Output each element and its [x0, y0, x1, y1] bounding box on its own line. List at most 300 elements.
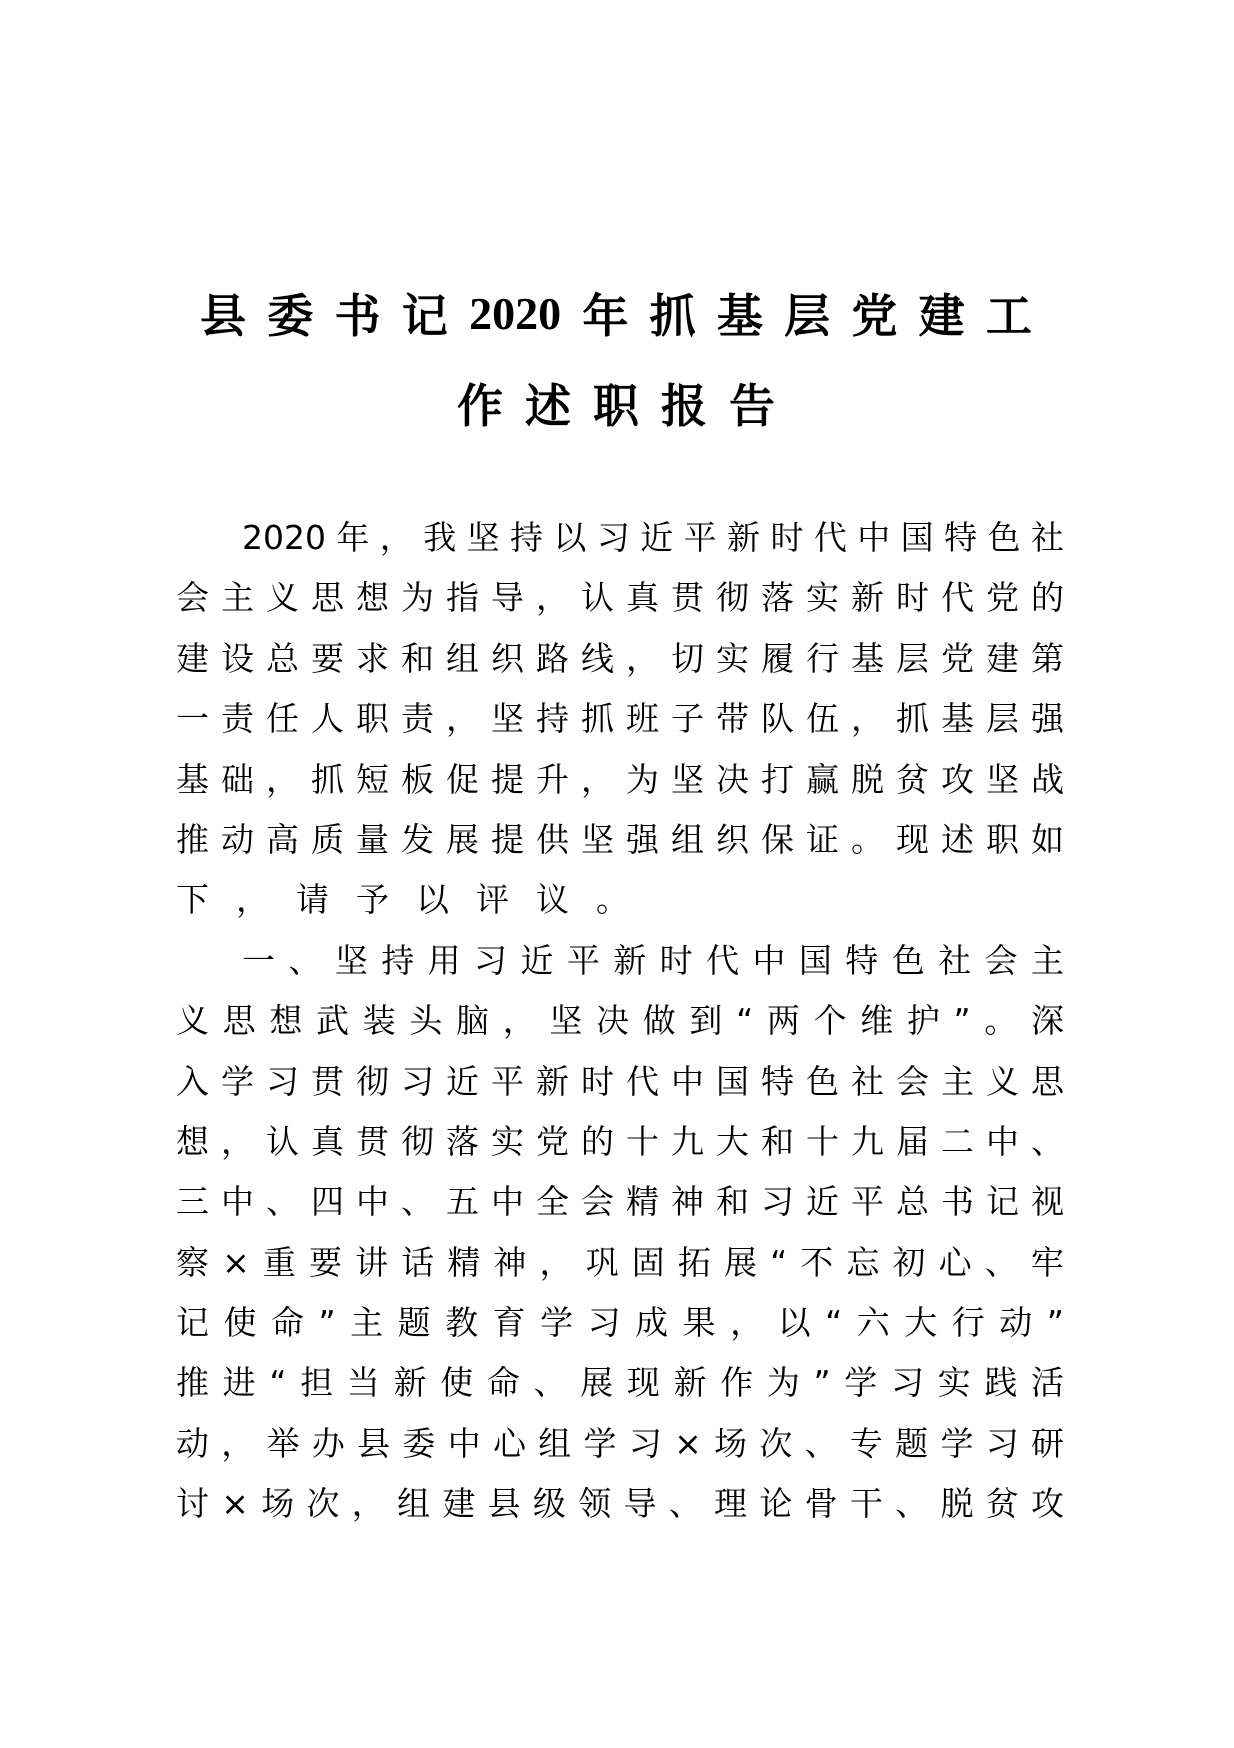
glyph: ，	[502, 1001, 536, 1041]
glyph: 坚	[581, 819, 614, 859]
glyph: 党	[536, 1121, 569, 1161]
glyph: 代	[626, 1061, 659, 1101]
glyph: 现	[896, 819, 929, 859]
glyph: 理	[714, 1484, 748, 1524]
glyph: 提	[491, 819, 524, 859]
glyph: ，	[351, 1484, 385, 1524]
glyph: 动	[176, 1423, 209, 1463]
glyph: 场	[261, 1484, 295, 1524]
glyph: 维	[860, 1001, 894, 1041]
glyph: 织	[716, 819, 749, 859]
glyph: 责	[401, 699, 434, 739]
glyph: 职	[986, 819, 1019, 859]
glyph: 如	[1031, 819, 1064, 859]
glyph: 量	[356, 819, 389, 859]
section-heading-line	[242, 931, 1064, 991]
glyph: 成	[635, 1303, 669, 1343]
glyph: 议	[536, 880, 569, 920]
glyph: 抓	[649, 291, 696, 342]
glyph: 举	[266, 1423, 300, 1463]
glyph: 指	[446, 578, 479, 618]
glyph: 工	[985, 291, 1032, 342]
glyph: 评	[476, 880, 509, 920]
glyph: 坚	[466, 518, 500, 557]
glyph: 习	[761, 1182, 794, 1222]
glyph: 中	[752, 940, 786, 980]
glyph: 攻	[941, 759, 974, 799]
glyph: 彻	[356, 1061, 389, 1101]
glyph: 。	[851, 819, 884, 859]
glyph: 行	[806, 638, 839, 678]
glyph: 中	[221, 1182, 254, 1222]
glyph: 学	[583, 1423, 617, 1463]
glyph: 织	[491, 638, 524, 678]
glyph: 巩	[585, 1242, 619, 1282]
glyph: 职	[356, 699, 389, 739]
glyph: 为	[766, 1363, 800, 1403]
glyph: 质	[311, 819, 344, 859]
glyph: 专	[849, 1423, 883, 1463]
glyph: 骨	[804, 1484, 838, 1524]
glyph: 求	[356, 638, 389, 678]
glyph: 升	[536, 759, 569, 799]
glyph: 思	[311, 578, 344, 618]
glyph: 以	[777, 1303, 811, 1343]
glyph: ×	[222, 1242, 250, 1282]
glyph: 近	[446, 1061, 479, 1101]
glyph: 社	[938, 940, 972, 980]
glyph: 展	[580, 1363, 614, 1403]
glyph: 使	[223, 1303, 257, 1343]
glyph: 中	[447, 1423, 481, 1463]
glyph: 坚	[671, 759, 704, 799]
glyph: 带	[716, 699, 749, 739]
glyph: 真	[311, 1121, 344, 1161]
glyph: 神	[671, 1182, 704, 1222]
glyph: 届	[896, 1121, 929, 1161]
glyph: 代	[941, 578, 974, 618]
glyph: 贫	[896, 759, 929, 799]
glyph: 委	[402, 1423, 436, 1463]
glyph: 现	[626, 1363, 660, 1403]
glyph: 层	[784, 291, 831, 342]
glyph: 的	[581, 1121, 614, 1161]
glyph: 讨	[176, 1484, 209, 1524]
glyph: 用	[427, 940, 461, 980]
glyph: 年	[336, 518, 370, 557]
glyph: 次	[306, 1484, 340, 1524]
glyph: 学	[221, 1061, 254, 1101]
glyph: 展	[723, 1242, 757, 1282]
glyph: 到	[689, 1001, 723, 1041]
glyph: 代	[706, 940, 740, 980]
glyph: 坚	[491, 699, 524, 739]
glyph: 发	[401, 819, 434, 859]
paragraph-line	[176, 1293, 1064, 1353]
glyph: 板	[401, 759, 434, 799]
glyph: 领	[578, 1484, 612, 1524]
glyph: 、	[533, 1363, 567, 1403]
glyph: 时	[581, 1061, 614, 1101]
glyph: 平	[566, 940, 600, 980]
glyph: 国	[798, 940, 832, 980]
glyph: ”	[953, 1001, 971, 1041]
paragraph-line	[176, 1233, 1064, 1293]
glyph: 会	[896, 1061, 929, 1101]
glyph: 时	[659, 940, 693, 980]
glyph: 固	[631, 1242, 665, 1282]
glyph: 话	[401, 1242, 435, 1282]
glyph: 办	[311, 1423, 345, 1463]
glyph: 基	[176, 759, 209, 799]
glyph: 设	[221, 638, 254, 678]
glyph: “	[825, 1303, 843, 1343]
glyph: 中	[857, 518, 891, 557]
glyph: 习	[890, 1363, 924, 1403]
glyph: 全	[536, 1182, 569, 1222]
glyph: ×	[221, 1484, 249, 1524]
glyph: 深	[1030, 1001, 1064, 1041]
glyph: 拓	[677, 1242, 711, 1282]
glyph: 一	[176, 699, 209, 739]
glyph: 新	[613, 940, 647, 980]
glyph: 、	[895, 1484, 929, 1524]
paragraph-line	[176, 1414, 1064, 1474]
glyph: 心	[938, 1242, 972, 1282]
glyph: 二	[941, 1121, 974, 1161]
glyph: 色	[806, 1061, 839, 1101]
glyph: 察	[176, 1242, 209, 1282]
glyph: 大	[904, 1303, 938, 1343]
glyph: 彻	[716, 578, 749, 618]
glyph: 予	[356, 880, 389, 920]
glyph: 忘	[846, 1242, 880, 1282]
glyph: 切	[671, 638, 704, 678]
glyph: 五	[446, 1182, 479, 1222]
glyph: 习	[985, 1423, 1019, 1463]
glyph: 导	[491, 578, 524, 618]
glyph: 建	[442, 1484, 476, 1524]
glyph: 活	[1030, 1363, 1064, 1403]
glyph: 贫	[985, 1484, 1019, 1524]
glyph: ，	[221, 1423, 255, 1463]
glyph: 特	[761, 1061, 794, 1101]
glyph: 抓	[896, 699, 929, 739]
glyph: 作	[457, 381, 503, 432]
glyph: 脱	[851, 759, 884, 799]
glyph: 以	[553, 518, 587, 557]
glyph: 做	[642, 1001, 676, 1041]
glyph: 导	[623, 1484, 657, 1524]
glyph: ，	[536, 578, 569, 618]
glyph: 真	[626, 578, 659, 618]
glyph: 新	[851, 578, 884, 618]
glyph: 行	[951, 1303, 985, 1343]
glyph: 社	[1030, 518, 1064, 557]
glyph: 子	[671, 699, 704, 739]
glyph: 路	[536, 638, 569, 678]
glyph: 义	[986, 1061, 1019, 1101]
glyph: 持	[381, 940, 415, 980]
glyph: 组	[671, 819, 704, 859]
glyph: 。	[984, 1001, 1018, 1041]
glyph: 育	[492, 1303, 526, 1343]
glyph: 使	[440, 1363, 474, 1403]
paragraph-line	[176, 1052, 1064, 1112]
glyph: 展	[446, 819, 479, 859]
glyph: 近	[640, 518, 674, 557]
paragraph-line	[176, 689, 1064, 749]
glyph: 基	[851, 638, 884, 678]
glyph: 新	[673, 1363, 707, 1403]
paragraph-line	[176, 1353, 1064, 1413]
glyph: 落	[446, 1121, 479, 1161]
glyph: 实	[716, 638, 749, 678]
glyph: 认	[266, 1121, 299, 1161]
glyph: 脑	[456, 1001, 490, 1041]
glyph: 九	[671, 1121, 704, 1161]
glyph: 年	[582, 291, 629, 342]
glyph: 认	[581, 578, 614, 618]
glyph: 、	[266, 1182, 299, 1222]
glyph: 论	[759, 1484, 793, 1524]
glyph: 会	[984, 940, 1018, 980]
glyph: 四	[311, 1182, 344, 1222]
glyph: 基	[716, 291, 763, 342]
glyph: 和	[716, 1182, 749, 1222]
glyph: 讲	[355, 1242, 389, 1282]
glyph: 习	[266, 1061, 299, 1101]
paragraph-line	[176, 1172, 1064, 1232]
glyph: 报	[661, 381, 707, 432]
glyph: 强	[1031, 699, 1064, 739]
glyph: 十	[806, 1121, 839, 1161]
glyph: 习	[596, 518, 630, 557]
glyph: 国	[716, 1061, 749, 1101]
document-title-line-1	[200, 283, 1032, 343]
glyph: 进	[222, 1363, 256, 1403]
glyph: 两	[766, 1001, 800, 1041]
glyph: 中	[671, 1061, 704, 1101]
glyph: 习	[401, 1061, 434, 1101]
glyph: 推	[176, 819, 209, 859]
glyph: 会	[581, 1182, 614, 1222]
glyph: 习	[474, 940, 508, 980]
glyph: 建	[986, 638, 1019, 678]
glyph: 第	[1031, 638, 1064, 678]
glyph: 担	[300, 1363, 334, 1403]
glyph: 人	[311, 699, 344, 739]
glyph: ，	[379, 518, 413, 557]
glyph: 和	[401, 638, 434, 678]
glyph: 时	[896, 578, 929, 618]
glyph: 色	[891, 940, 925, 980]
glyph: 为	[626, 759, 659, 799]
glyph: 教	[445, 1303, 479, 1343]
glyph: 县	[357, 1423, 391, 1463]
glyph: 、	[288, 940, 322, 980]
glyph: 心	[492, 1423, 526, 1463]
glyph: 建	[176, 638, 209, 678]
glyph: 落	[761, 578, 794, 618]
glyph: 以	[416, 880, 449, 920]
glyph: 牢	[1030, 1242, 1064, 1282]
glyph: 近	[806, 1182, 839, 1222]
glyph: 书	[334, 291, 381, 342]
glyph: 想	[356, 578, 389, 618]
glyph: 赢	[806, 759, 839, 799]
glyph: ”	[1046, 1303, 1064, 1343]
glyph: 贯	[671, 578, 704, 618]
glyph: “	[770, 1242, 788, 1282]
glyph: 础	[221, 759, 254, 799]
glyph: 战	[1031, 759, 1064, 799]
paragraph-line	[176, 991, 1064, 1051]
glyph: 组	[397, 1484, 431, 1524]
glyph: 义	[266, 578, 299, 618]
glyph: 脱	[940, 1484, 974, 1524]
glyph: 学	[844, 1363, 878, 1403]
glyph: 强	[626, 819, 659, 859]
glyph: 动	[999, 1303, 1033, 1343]
paragraph-line	[176, 568, 1064, 628]
glyph: 近	[520, 940, 554, 980]
glyph: 短	[356, 759, 389, 799]
glyph: ，	[730, 1303, 764, 1343]
glyph: 精	[447, 1242, 481, 1282]
glyph: 建	[918, 291, 965, 342]
glyph: 抓	[311, 759, 344, 799]
glyph: ，	[221, 1121, 254, 1161]
glyph: 责	[221, 699, 254, 739]
glyph: 攻	[1031, 1484, 1064, 1524]
glyph: 伍	[806, 699, 839, 739]
glyph: 特	[845, 940, 879, 980]
glyph: 时	[770, 518, 804, 557]
glyph: 精	[626, 1182, 659, 1222]
paragraph-line	[242, 508, 1064, 568]
glyph: 个	[813, 1001, 847, 1041]
glyph: 色	[987, 518, 1021, 557]
glyph: 国	[900, 518, 934, 557]
glyph: 实	[937, 1363, 971, 1403]
glyph: 队	[761, 699, 794, 739]
glyph: 初	[892, 1242, 926, 1282]
glyph: 平	[491, 1061, 524, 1101]
glyph: 践	[984, 1363, 1018, 1403]
glyph: 命	[486, 1363, 520, 1403]
glyph: 记	[986, 1182, 1019, 1222]
glyph: 、	[984, 1242, 1018, 1282]
glyph: “	[269, 1363, 287, 1403]
glyph: ，	[539, 1242, 573, 1282]
glyph: 层	[986, 699, 1019, 739]
glyph: 思	[222, 1001, 256, 1041]
glyph: 促	[446, 759, 479, 799]
glyph: 十	[626, 1121, 659, 1161]
glyph: 研	[1031, 1423, 1064, 1463]
glyph: 请	[296, 880, 329, 920]
document-body	[176, 508, 1064, 1535]
glyph: 的	[1031, 578, 1064, 618]
glyph: 新	[536, 1061, 569, 1101]
glyph: 新	[727, 518, 761, 557]
glyph: 果	[682, 1303, 716, 1343]
glyph: 实	[491, 1121, 524, 1161]
glyph: 作	[720, 1363, 754, 1403]
glyph: 一	[242, 940, 275, 980]
glyph: 组	[538, 1423, 572, 1463]
glyph: 学	[540, 1303, 574, 1343]
glyph: 中	[986, 1121, 1019, 1161]
glyph: 学	[940, 1423, 974, 1463]
glyph: 。	[596, 880, 629, 920]
glyph: 党	[941, 638, 974, 678]
glyph: 坚	[334, 940, 368, 980]
paragraph-line	[176, 629, 1064, 689]
glyph: 想	[269, 1001, 303, 1041]
glyph: 、	[401, 1182, 434, 1222]
glyph: 抓	[581, 699, 614, 739]
glyph: 装	[362, 1001, 396, 1041]
glyph: 彻	[401, 1121, 434, 1161]
glyph: 坚	[549, 1001, 583, 1041]
glyph: 持	[510, 518, 544, 557]
glyph: 平	[683, 518, 717, 557]
glyph: 代	[813, 518, 847, 557]
glyph: 述	[525, 381, 571, 432]
glyph: 告	[729, 381, 775, 432]
glyph: 、	[668, 1484, 702, 1524]
glyph: 贯	[356, 1121, 389, 1161]
glyph: 头	[409, 1001, 443, 1041]
glyph: 习	[628, 1423, 662, 1463]
paragraph-line	[176, 750, 1064, 810]
glyph: 组	[446, 638, 479, 678]
glyph: 班	[626, 699, 659, 739]
glyph: 题	[895, 1423, 929, 1463]
glyph: 干	[849, 1484, 883, 1524]
glyph: 不	[800, 1242, 834, 1282]
glyph: 高	[266, 819, 299, 859]
glyph: “	[736, 1001, 754, 1041]
paragraph-line	[176, 870, 1064, 930]
glyph: 主	[1030, 940, 1064, 980]
glyph: 想	[176, 1121, 209, 1161]
glyph: 大	[716, 1121, 749, 1161]
glyph: 当	[346, 1363, 380, 1403]
glyph: 入	[176, 1061, 209, 1101]
glyph: 2020	[469, 287, 562, 339]
glyph: 神	[493, 1242, 527, 1282]
glyph: 坚	[986, 759, 1019, 799]
glyph: 武	[316, 1001, 350, 1041]
document-title-line-2	[457, 373, 775, 433]
glyph: 职	[593, 381, 639, 432]
glyph: 打	[761, 759, 794, 799]
glyph: 、	[804, 1423, 838, 1463]
glyph: 党	[851, 291, 898, 342]
glyph: 动	[221, 819, 254, 859]
glyph: 六	[856, 1303, 890, 1343]
glyph: 次	[759, 1423, 793, 1463]
glyph: ”	[318, 1303, 336, 1343]
glyph: 主	[350, 1303, 384, 1343]
glyph: 主	[221, 578, 254, 618]
glyph: 决	[716, 759, 749, 799]
glyph: 、	[1031, 1121, 1064, 1161]
glyph: 要	[311, 638, 344, 678]
